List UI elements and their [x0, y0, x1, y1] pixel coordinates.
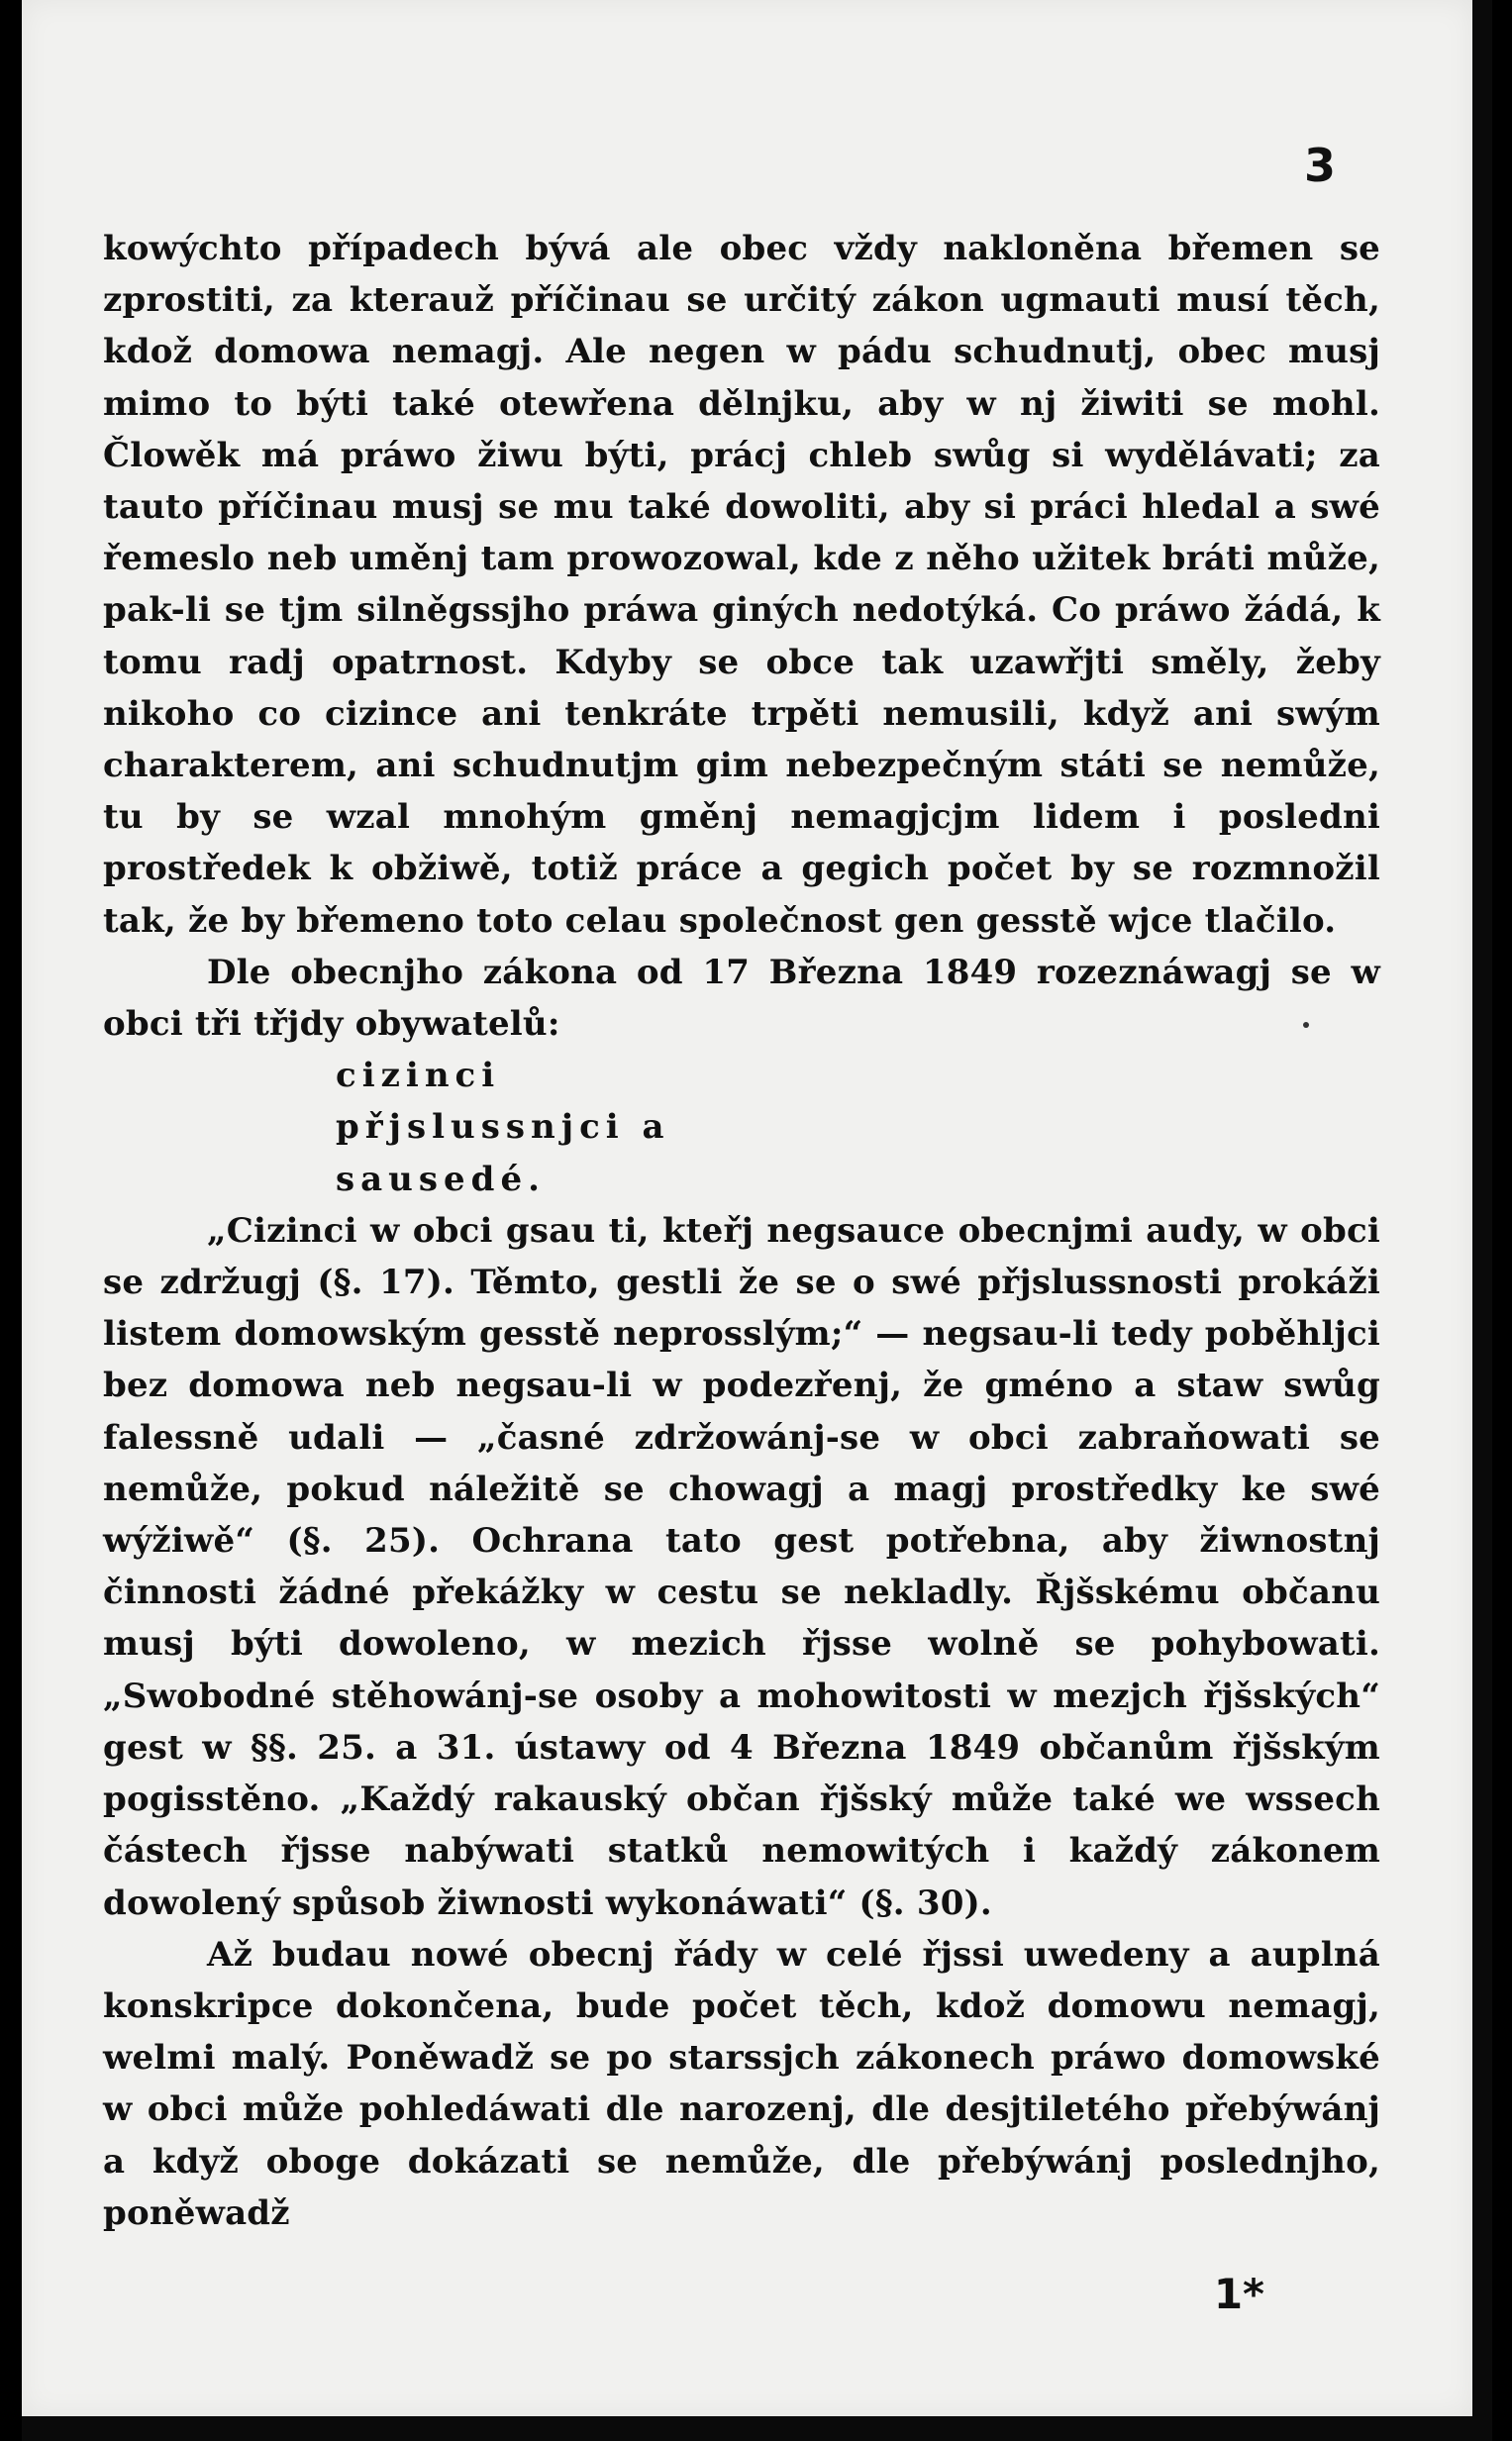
list-item-sousede: sausedé.	[336, 1159, 546, 1199]
paragraph-1: kowýchto případech bývá ale obec vždy nakloněna břemen se zprostiti, za kterauž příčinau se určitý zákon ugmauti musí těch, kdož domowa nemagj. Ale negen w pádu schudnutj, obec musj mimo to býti také otewřena dělnjku, aby w nj žiwiti se mohl. Člowěk má práwo žiwu býti, prácj chleb swůg si wydělávati; za tauto příčinau musj se mu také dowoliti, aby si práci hledal a swé řemeslo neb uměnj tam prowozowal, kde z něho užitek bráti může, pak-li se tjm silněgssjho práwa giných nedotýká. Co práwo žádá, k tomu radj opatrnost. Kdyby se obce tak uzawřjti směly, žeby nikoho co cizince ani tenkráte trpěti nemusili, když ani swým charakterem, ani schudnutjm gim nebezpečným státi se nemůže, tu by se wzal mnohým gměnj nemagjcjm lidem i posledni prostředek k obžiwě, totiž práce a gegich počet by se rozmnožil tak, že by břemeno toto celau společnost gen gesstě wjce tlačilo.	[103, 229, 1380, 941]
paragraph-4: Až budau nowé obecnj řády w celé řjssi uwedeny a auplná konskripce dokončena, bude počet těch, kdož domowu nemagj, welmi malý. Poněwadž se po starssjch zákonech práwo domowské w obci může pohledáwati dle narozenj, dle desjtiletého přebýwánj a když oboge dokázati se nemůže, dle přebýwánj poslednjho, poněwadž	[103, 1934, 1380, 2233]
scan-border-left	[0, 0, 22, 2441]
book-page	[22, 0, 1472, 2416]
list-item-prislusnici: přjslussnjci a	[336, 1107, 670, 1148]
page-body-text	[103, 223, 1380, 2239]
page-number: 3	[1303, 139, 1336, 192]
list-item-cizinci: cizinci	[336, 1056, 501, 1096]
paragraph-3: „Cizinci w obci gsau ti, kteřj negsauce obecnjmi audy, w obci se zdržugj (§. 17). Těmto, gestli že se o swé přjslussnosti prokáži listem domowským gesstě neprosslým;“ — negsau-li tedy poběhljci bez domowa neb negsau-li w podezřenj, že gméno a staw swůg falessně udali — „časné zdržowánj-se w obci zabraňowati se nemůže, pokud náležitě se chowagj a magj prostředky ke swé wýžiwě“ (§. 25). Ochrana tato gest potřebna, aby žiwnostnj činnosti žádné překážky w cestu se nekladly. Řjšskému občanu musj býti dowoleno, w mezich řjsse wolně se pohybowati. „Swobodné stěhowánj-se osoby a mohowitosti w mezjch řjšských“ gest w §§. 25. a 31. ústawy od 4 Března 1849 občanům řjšským pogisstěno. „Každý rakauský občan řjšský může také we wssech částech řjsse nabýwati statků nemowitých i každý zákonem dowolený spůsob žiwnosti wykonáwati“ (§. 30).	[103, 1210, 1380, 1923]
paragraph-2: Dle obecnjho zákona od 17 Března 1849 rozeznáwagj se w obci tři třjdy obywatelů:	[103, 952, 1380, 1045]
scan-border-right	[1492, 0, 1512, 2441]
signature-mark: 1*	[1213, 2270, 1264, 2318]
